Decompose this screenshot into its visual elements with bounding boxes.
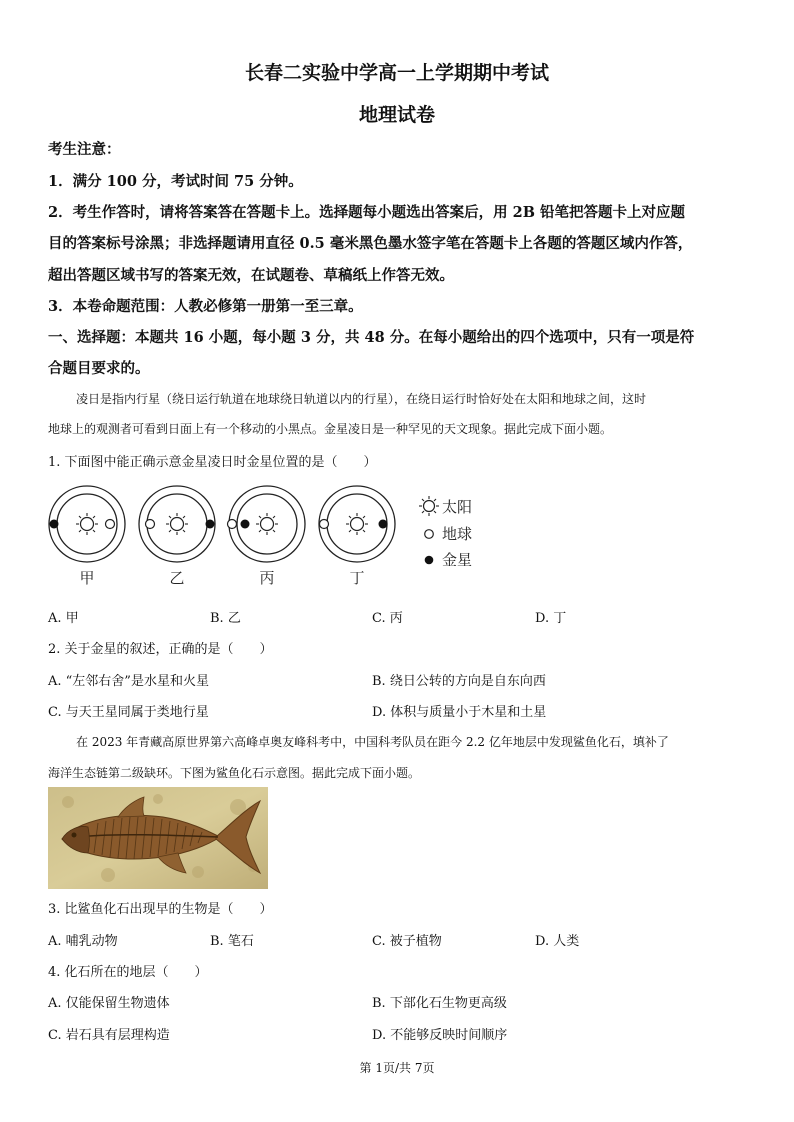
- notice-heading: 考生注意：: [48, 141, 121, 158]
- q2-option-d[interactable]: D. 体积与质量小于木星和土星: [372, 705, 547, 720]
- notice-item-3: 3．本卷命题范围：人教必修第一册第一至三章。: [48, 298, 363, 315]
- diagram-jia: [49, 486, 125, 562]
- notice-item-1: 1．满分 100 分，考试时间 75 分钟。: [48, 173, 303, 190]
- q2-option-c[interactable]: C. 与天王星同属于类地行星: [48, 705, 209, 720]
- legend-sun: 太阳: [442, 498, 473, 516]
- q2-option-a[interactable]: A. “左邻右舍”是水星和火星: [48, 674, 209, 689]
- passage2-line2: 海洋生态链第二级缺环。下图为鲨鱼化石示意图。据此完成下面小题。: [48, 766, 421, 780]
- passage1-line2: 地球上的观测者可看到日面上有一个移动的小黑点。金星凌日是一种罕见的天文现象。据此完成下面小题。: [48, 422, 613, 436]
- diagram-label-bing: 丙: [259, 569, 275, 587]
- q4-stem: 4. 化石所在的地层（ ）: [48, 965, 208, 980]
- q2-stem: 2. 关于金星的叙述，正确的是（ ）: [48, 642, 273, 657]
- q3-stem: 3. 比鲨鱼化石出现早的生物是（ ）: [48, 902, 273, 917]
- q3-option-c[interactable]: C. 被子植物: [372, 934, 442, 949]
- q1-option-d[interactable]: D. 丁: [535, 611, 567, 626]
- passage1-line1: 凌日是指内行星（绕日运行轨道在地球绕日轨道以内的行星），在绕日运行时恰好处在太阳和地球之间，这时: [76, 392, 647, 406]
- venus-transit-diagram: [44, 482, 494, 588]
- passage2-line1: 在 2023 年青藏高原世界第六高峰卓奥友峰科考中，中国科考队员在距今 2.2 亿年地层中发现鲨鱼化石，填补了: [76, 735, 669, 749]
- section1-heading-cont: 合题目要求的。: [48, 360, 150, 377]
- q3-option-b[interactable]: B. 笔石: [210, 934, 254, 949]
- shark-fossil-image: [48, 787, 268, 889]
- venus-icon: [425, 556, 434, 565]
- q3-option-d[interactable]: D. 人类: [535, 934, 580, 949]
- page-number: 第 1页/共 7页: [359, 1061, 435, 1075]
- q1-option-a[interactable]: A. 甲: [48, 611, 79, 626]
- q4-option-d[interactable]: D. 不能够反映时间顺序: [372, 1028, 508, 1043]
- exam-subtitle: 地理试卷: [358, 104, 435, 126]
- exam-title: 长春二实验中学高一上学期期中考试: [244, 62, 549, 84]
- q1-option-c[interactable]: C. 丙: [372, 611, 403, 626]
- earth-icon: [425, 530, 434, 539]
- notice-item-2-cont: 目的答案标号涂黑；非选择题请用直径 0.5 毫米黑色墨水签字笔在答题卡上各题的答题区域内作答，: [48, 235, 693, 252]
- sun-icon: [419, 496, 439, 516]
- diagram-bing: [228, 486, 306, 562]
- diagram-ding: [319, 486, 395, 562]
- diagram-label-jia: 甲: [79, 569, 95, 587]
- legend-earth: 地球: [442, 525, 473, 543]
- q3-option-a[interactable]: A. 哺乳动物: [48, 934, 118, 949]
- notice-item-2-cont2: 超出答题区域书写的答案无效，在试题卷、草稿纸上作答无效。: [48, 267, 454, 284]
- q1-option-b[interactable]: B. 乙: [210, 611, 241, 626]
- diagram-yi: [139, 486, 215, 562]
- q2-option-b[interactable]: B. 绕日公转的方向是自东向西: [372, 674, 546, 689]
- diagram-label-yi: 乙: [169, 569, 185, 587]
- diagram-label-ding: 丁: [349, 569, 365, 587]
- q4-option-b[interactable]: B. 下部化石生物更高级: [372, 996, 507, 1011]
- q4-option-c[interactable]: C. 岩石具有层理构造: [48, 1028, 170, 1043]
- q4-option-a[interactable]: A. 仅能保留生物遗体: [48, 996, 170, 1011]
- q1-stem: 1. 下面图中能正确示意金星凌日时金星位置的是（ ）: [48, 455, 377, 470]
- legend-venus: 金星: [442, 551, 473, 569]
- section1-heading: 一、选择题：本题共 16 小题，每小题 3 分，共 48 分。在每小题给出的四个选项中，只有一项是符: [48, 329, 695, 346]
- notice-item-2: 2．考生作答时，请将答案答在答题卡上。选择题每小题选出答案后，用 2B 铅笔把答题卡上对应题: [48, 204, 686, 221]
